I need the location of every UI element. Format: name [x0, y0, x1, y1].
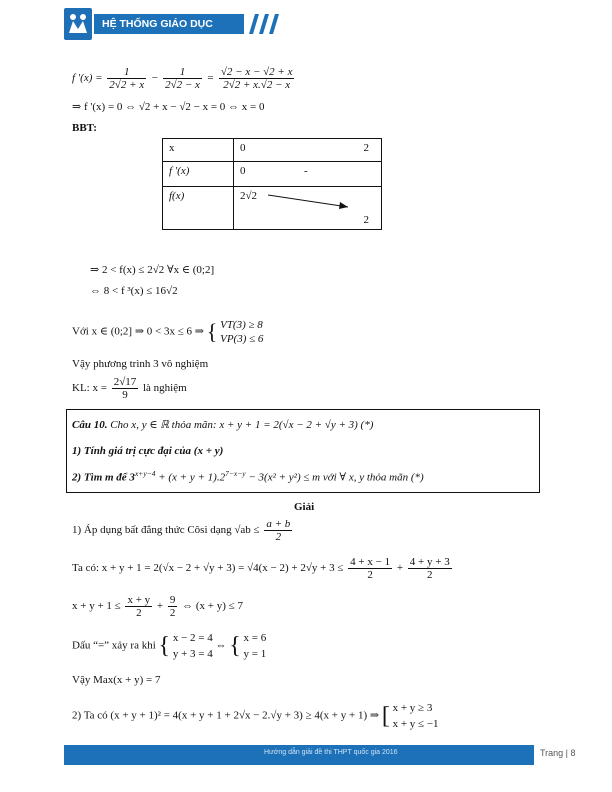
table-row: [163, 162, 382, 187]
table-value: 2: [363, 142, 369, 154]
table-row: [163, 139, 382, 162]
frac-num: x + y: [127, 594, 151, 606]
frac-num: 1: [107, 66, 146, 79]
table-cell: f '(x): [163, 162, 234, 187]
frac-num: 9: [169, 594, 176, 606]
exponent: 7−x−y: [225, 469, 246, 478]
no-solution-line: Vậy phương trình 3 vô nghiệm: [72, 358, 209, 370]
plus-sign: +: [396, 562, 404, 575]
max-line: Vậy Max(x + y) = 7: [72, 674, 161, 686]
solution-line-3: [72, 594, 243, 619]
question-part-2-c: − 3(x² + y²) ≤ m với ∀ x, y thỏa mãn (*): [245, 471, 424, 484]
frac-den: 2: [367, 569, 373, 581]
derivative-zero-line: ⇒ f '(x) = 0 ⇔ √2 + x − √2 − x = 0 ⇔ x = 0: [72, 101, 265, 113]
bound-line-1: ⇒ 2 < f(x) ≤ 2√2 ∀x ∈ (0;2]: [90, 264, 215, 276]
system-line: y + 3 = 4: [172, 648, 213, 660]
table-value: -: [304, 165, 308, 177]
derivative-lhs: f '(x) =: [72, 72, 103, 85]
system-line: x = 6: [243, 632, 267, 644]
solution-line-2-text: Ta có: x + y + 1 = 2(√x − 2 + √y + 3) = √4(x − 2) + 2√y + 3 ≤: [72, 562, 344, 575]
footer-bar: [64, 745, 534, 765]
table-cell: [234, 187, 382, 230]
table-cell: x: [163, 139, 234, 162]
solution-line-3-suffix: ⇔ (x + y) ≤ 7: [182, 600, 243, 613]
question-title: Câu 10.: [72, 419, 108, 431]
equals-sign: =: [206, 72, 215, 85]
question-part-2: [72, 469, 424, 484]
table-value: 0: [240, 165, 246, 177]
exponent: x+y−4: [134, 469, 156, 478]
frac-den: 2: [275, 531, 282, 543]
brace-icon: {: [158, 633, 171, 659]
part-2-text: 2) Ta có (x + y + 1)² = 4(x + y + 1 + 2√x − 2.√y + 3) ≥ 4(x + y + 1) ⇒: [72, 709, 380, 722]
equivalence-sign: ⇔: [215, 639, 227, 652]
bbt-label: BBT:: [72, 122, 97, 134]
variation-table: [162, 138, 382, 230]
frac-num: 1: [163, 66, 202, 79]
vt-vp-line: [72, 318, 263, 346]
bound-line-2: ⇔ 8 < f ³(x) ≤ 16√2: [90, 285, 178, 297]
table-cell: [234, 162, 382, 187]
question-part-1: 1) Tính giá trị cực đại của (x + y): [72, 445, 224, 457]
table-cell: [234, 139, 382, 162]
frac-num: 2√17: [113, 376, 137, 388]
part-2-line: [72, 700, 439, 732]
bracket-icon: [: [381, 703, 390, 729]
system-line: y = 1: [243, 648, 267, 660]
frac-num: 4 + y + 3: [409, 556, 450, 568]
question-part-2-b: + (x + y + 1).2: [155, 471, 226, 484]
header-logo-bar: [64, 8, 254, 50]
minus-sign: −: [150, 72, 159, 85]
frac-num: √2 − x − √2 + x: [220, 66, 293, 78]
decreasing-arrow-icon: [268, 193, 358, 213]
derivative-line: [72, 66, 296, 91]
system-line: VT(3) ≥ 8: [220, 319, 263, 331]
table-value: 2: [363, 214, 369, 226]
frac-den: 2: [136, 607, 142, 619]
hocmai-logo-icon: [64, 8, 92, 40]
conclusion-line: [72, 376, 187, 401]
conclusion-prefix: KL: x =: [72, 382, 107, 395]
frac-den: 2: [169, 607, 176, 619]
solution-line-2: [72, 556, 454, 581]
equality-condition-line: [72, 630, 266, 662]
question-part-2-a: 2) Tìm m để 3: [72, 471, 135, 484]
solution-line-3-text: x + y + 1 ≤: [72, 600, 121, 613]
equality-prefix: Dấu “=” xảy ra khi: [72, 639, 156, 652]
footer-caption: Hướng dẫn giải đề thi THPT quốc gia 2016: [264, 749, 398, 756]
case-line: x + y ≤ −1: [392, 718, 439, 730]
brand-title: HỆ THỐNG GIÁO DỤC HOCMAI: [94, 14, 244, 34]
solution-heading: Giải: [294, 501, 315, 513]
frac-den: 2√2 − x: [165, 79, 200, 91]
frac-den: 2√2 + x.√2 − x: [223, 79, 291, 91]
case-line: x + y ≥ 3: [392, 702, 433, 714]
table-row: [163, 187, 382, 230]
conclusion-suffix: là nghiệm: [142, 382, 187, 395]
question-text: Cho x, y ∈ ℝ thỏa mãn: x + y + 1 = 2(√x − 2 + √y + 3) (*): [110, 419, 374, 431]
table-value: 0: [240, 142, 246, 154]
solution-line-1-text: 1) Áp dụng bất đẳng thức Côsi dạng √ab ≤: [72, 524, 260, 537]
frac-num: a + b: [266, 518, 291, 530]
frac-den: 2√2 + x: [109, 79, 145, 91]
solution-line-1: [72, 518, 294, 543]
brace-icon: {: [229, 633, 241, 659]
table-cell: f(x): [163, 187, 234, 230]
frac-den: 2: [427, 569, 433, 581]
vt-vp-prefix: Với x ∈ (0;2] ⇒ 0 < 3x ≤ 6 ⇒: [72, 325, 205, 338]
header-stripes-icon: [245, 14, 285, 34]
frac-den: 9: [122, 389, 128, 401]
system-line: x − 2 = 4: [172, 632, 213, 644]
question-statement: [72, 418, 373, 431]
plus-sign: +: [156, 600, 164, 613]
table-value: 2√2: [240, 190, 258, 202]
page-number: Trang | 8: [540, 748, 576, 758]
brace-icon: {: [206, 319, 218, 344]
frac-num: 4 + x − 1: [350, 556, 391, 568]
system-line: VP(3) ≤ 6: [220, 333, 264, 345]
